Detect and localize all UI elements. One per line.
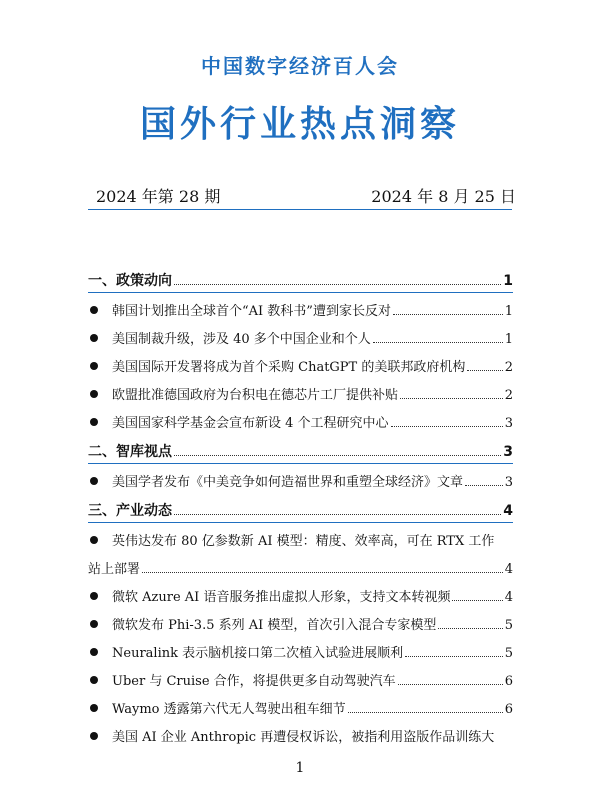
toc-item-text: 站上部署 bbox=[88, 562, 141, 577]
toc-item-text: Uber 与 Cruise 合作，将提供更多自动驾驶汽车 bbox=[112, 674, 396, 689]
table-of-contents bbox=[88, 272, 513, 757]
toc-page-number: 2 bbox=[504, 388, 513, 403]
toc-item-text: 美国制裁升级，涉及 40 多个中国企业和个人 bbox=[112, 332, 371, 347]
bullet-icon bbox=[90, 676, 98, 684]
toc-leader-dots bbox=[467, 369, 502, 371]
toc-item[interactable] bbox=[88, 729, 513, 747]
toc-leader-dots bbox=[391, 425, 503, 427]
toc-item-text: 微软 Azure AI 语音服务推出虚拟人形象，支持文本转视频 bbox=[112, 590, 451, 605]
toc-item[interactable] bbox=[88, 617, 513, 635]
toc-page-number: 5 bbox=[504, 618, 513, 633]
toc-section-policy[interactable] bbox=[88, 272, 513, 293]
bullet-icon bbox=[90, 477, 98, 485]
toc-item[interactable] bbox=[88, 359, 513, 377]
toc-section-label: 三、产业动态 bbox=[88, 503, 172, 519]
toc-item[interactable] bbox=[88, 303, 513, 321]
toc-page-number: 3 bbox=[504, 416, 513, 431]
bullet-icon bbox=[90, 536, 98, 544]
bullet-icon bbox=[90, 362, 98, 370]
toc-leader-dots bbox=[400, 397, 503, 399]
toc-item[interactable] bbox=[88, 701, 513, 719]
toc-item[interactable] bbox=[88, 645, 513, 663]
toc-item-text: 英伟达发布 80 亿参数新 AI 模型：精度、效率高，可在 RTX 工作 bbox=[112, 534, 495, 549]
toc-page-number: 3 bbox=[503, 444, 513, 460]
toc-section-industry[interactable] bbox=[88, 502, 513, 523]
toc-item-text: 韩国计划推出全球首个“AI 教科书”遭到家长反对 bbox=[112, 304, 391, 319]
toc-leader-dots bbox=[393, 313, 503, 315]
toc-leader-dots bbox=[174, 283, 501, 285]
issue-number: 2024 年第 28 期 bbox=[96, 187, 221, 206]
toc-item[interactable] bbox=[88, 415, 513, 433]
toc-leader-dots bbox=[452, 599, 502, 601]
toc-page-number: 3 bbox=[504, 475, 513, 490]
bullet-icon bbox=[90, 306, 98, 314]
toc-item[interactable] bbox=[88, 331, 513, 349]
toc-page-number: 4 bbox=[503, 503, 513, 519]
toc-section-label: 一、政策动向 bbox=[88, 273, 172, 289]
bullet-icon bbox=[90, 732, 98, 740]
toc-page-number: 1 bbox=[503, 273, 513, 289]
bullet-icon bbox=[90, 592, 98, 600]
toc-page-number: 5 bbox=[504, 646, 513, 661]
toc-page-number: 6 bbox=[504, 674, 513, 689]
toc-leader-dots bbox=[465, 484, 503, 486]
bullet-icon bbox=[90, 418, 98, 426]
issue-date: 2024 年 8 月 25 日 bbox=[371, 187, 516, 206]
organization-name: 中国数字经济百人会 bbox=[201, 54, 399, 78]
toc-item-text: 美国 AI 企业 Anthropic 再遭侵权诉讼，被指利用盗版作品训练大 bbox=[112, 730, 495, 745]
toc-leader-dots bbox=[405, 655, 503, 657]
toc-item[interactable] bbox=[88, 673, 513, 691]
toc-leader-dots bbox=[398, 683, 503, 685]
header-divider bbox=[88, 209, 512, 210]
toc-page-number: 4 bbox=[504, 562, 513, 577]
toc-leader-dots bbox=[373, 341, 503, 343]
bullet-icon bbox=[90, 648, 98, 656]
report-title: 国外行业热点洞察 bbox=[139, 104, 460, 145]
bullet-icon bbox=[90, 390, 98, 398]
toc-item-text: 微软发布 Phi-3.5 系列 AI 模型，首次引入混合专家模型 bbox=[112, 618, 437, 633]
toc-leader-dots bbox=[174, 454, 501, 456]
bullet-icon bbox=[90, 620, 98, 628]
toc-item-text: Neuralink 表示脑机接口第二次植入试验进展顺利 bbox=[112, 646, 404, 661]
toc-item-text: 美国国家科学基金会宣布新设 4 个工程研究中心 bbox=[112, 416, 389, 431]
bullet-icon bbox=[90, 334, 98, 342]
toc-leader-dots bbox=[438, 627, 502, 629]
bullet-icon bbox=[90, 704, 98, 712]
toc-page-number: 4 bbox=[504, 590, 513, 605]
toc-item[interactable] bbox=[88, 533, 513, 551]
toc-item-text: 美国国际开发署将成为首个采购 ChatGPT 的美联邦政府机构 bbox=[112, 360, 466, 375]
toc-item-continuation[interactable] bbox=[88, 561, 513, 579]
toc-item[interactable] bbox=[88, 387, 513, 405]
toc-page-number: 2 bbox=[504, 360, 513, 375]
toc-leader-dots bbox=[174, 513, 501, 515]
toc-item-text: 欧盟批准德国政府为台积电在德芯片工厂提供补贴 bbox=[112, 388, 399, 403]
issue-info-row bbox=[96, 184, 516, 208]
toc-leader-dots bbox=[348, 711, 503, 713]
toc-page-number: 1 bbox=[504, 332, 513, 347]
page-number: 1 bbox=[295, 760, 305, 776]
toc-item[interactable] bbox=[88, 589, 513, 607]
toc-page-number: 6 bbox=[504, 702, 513, 717]
toc-leader-dots bbox=[142, 571, 503, 573]
toc-item-text: Waymo 透露第六代无人驾驶出租车细节 bbox=[112, 702, 346, 717]
toc-item-text: 美国学者发布《中美竞争如何造福世界和重塑全球经济》文章 bbox=[112, 475, 464, 490]
toc-item[interactable] bbox=[88, 474, 513, 492]
toc-page-number: 1 bbox=[504, 304, 513, 319]
toc-section-label: 二、智库视点 bbox=[88, 444, 172, 460]
toc-section-think-tank[interactable] bbox=[88, 443, 513, 464]
